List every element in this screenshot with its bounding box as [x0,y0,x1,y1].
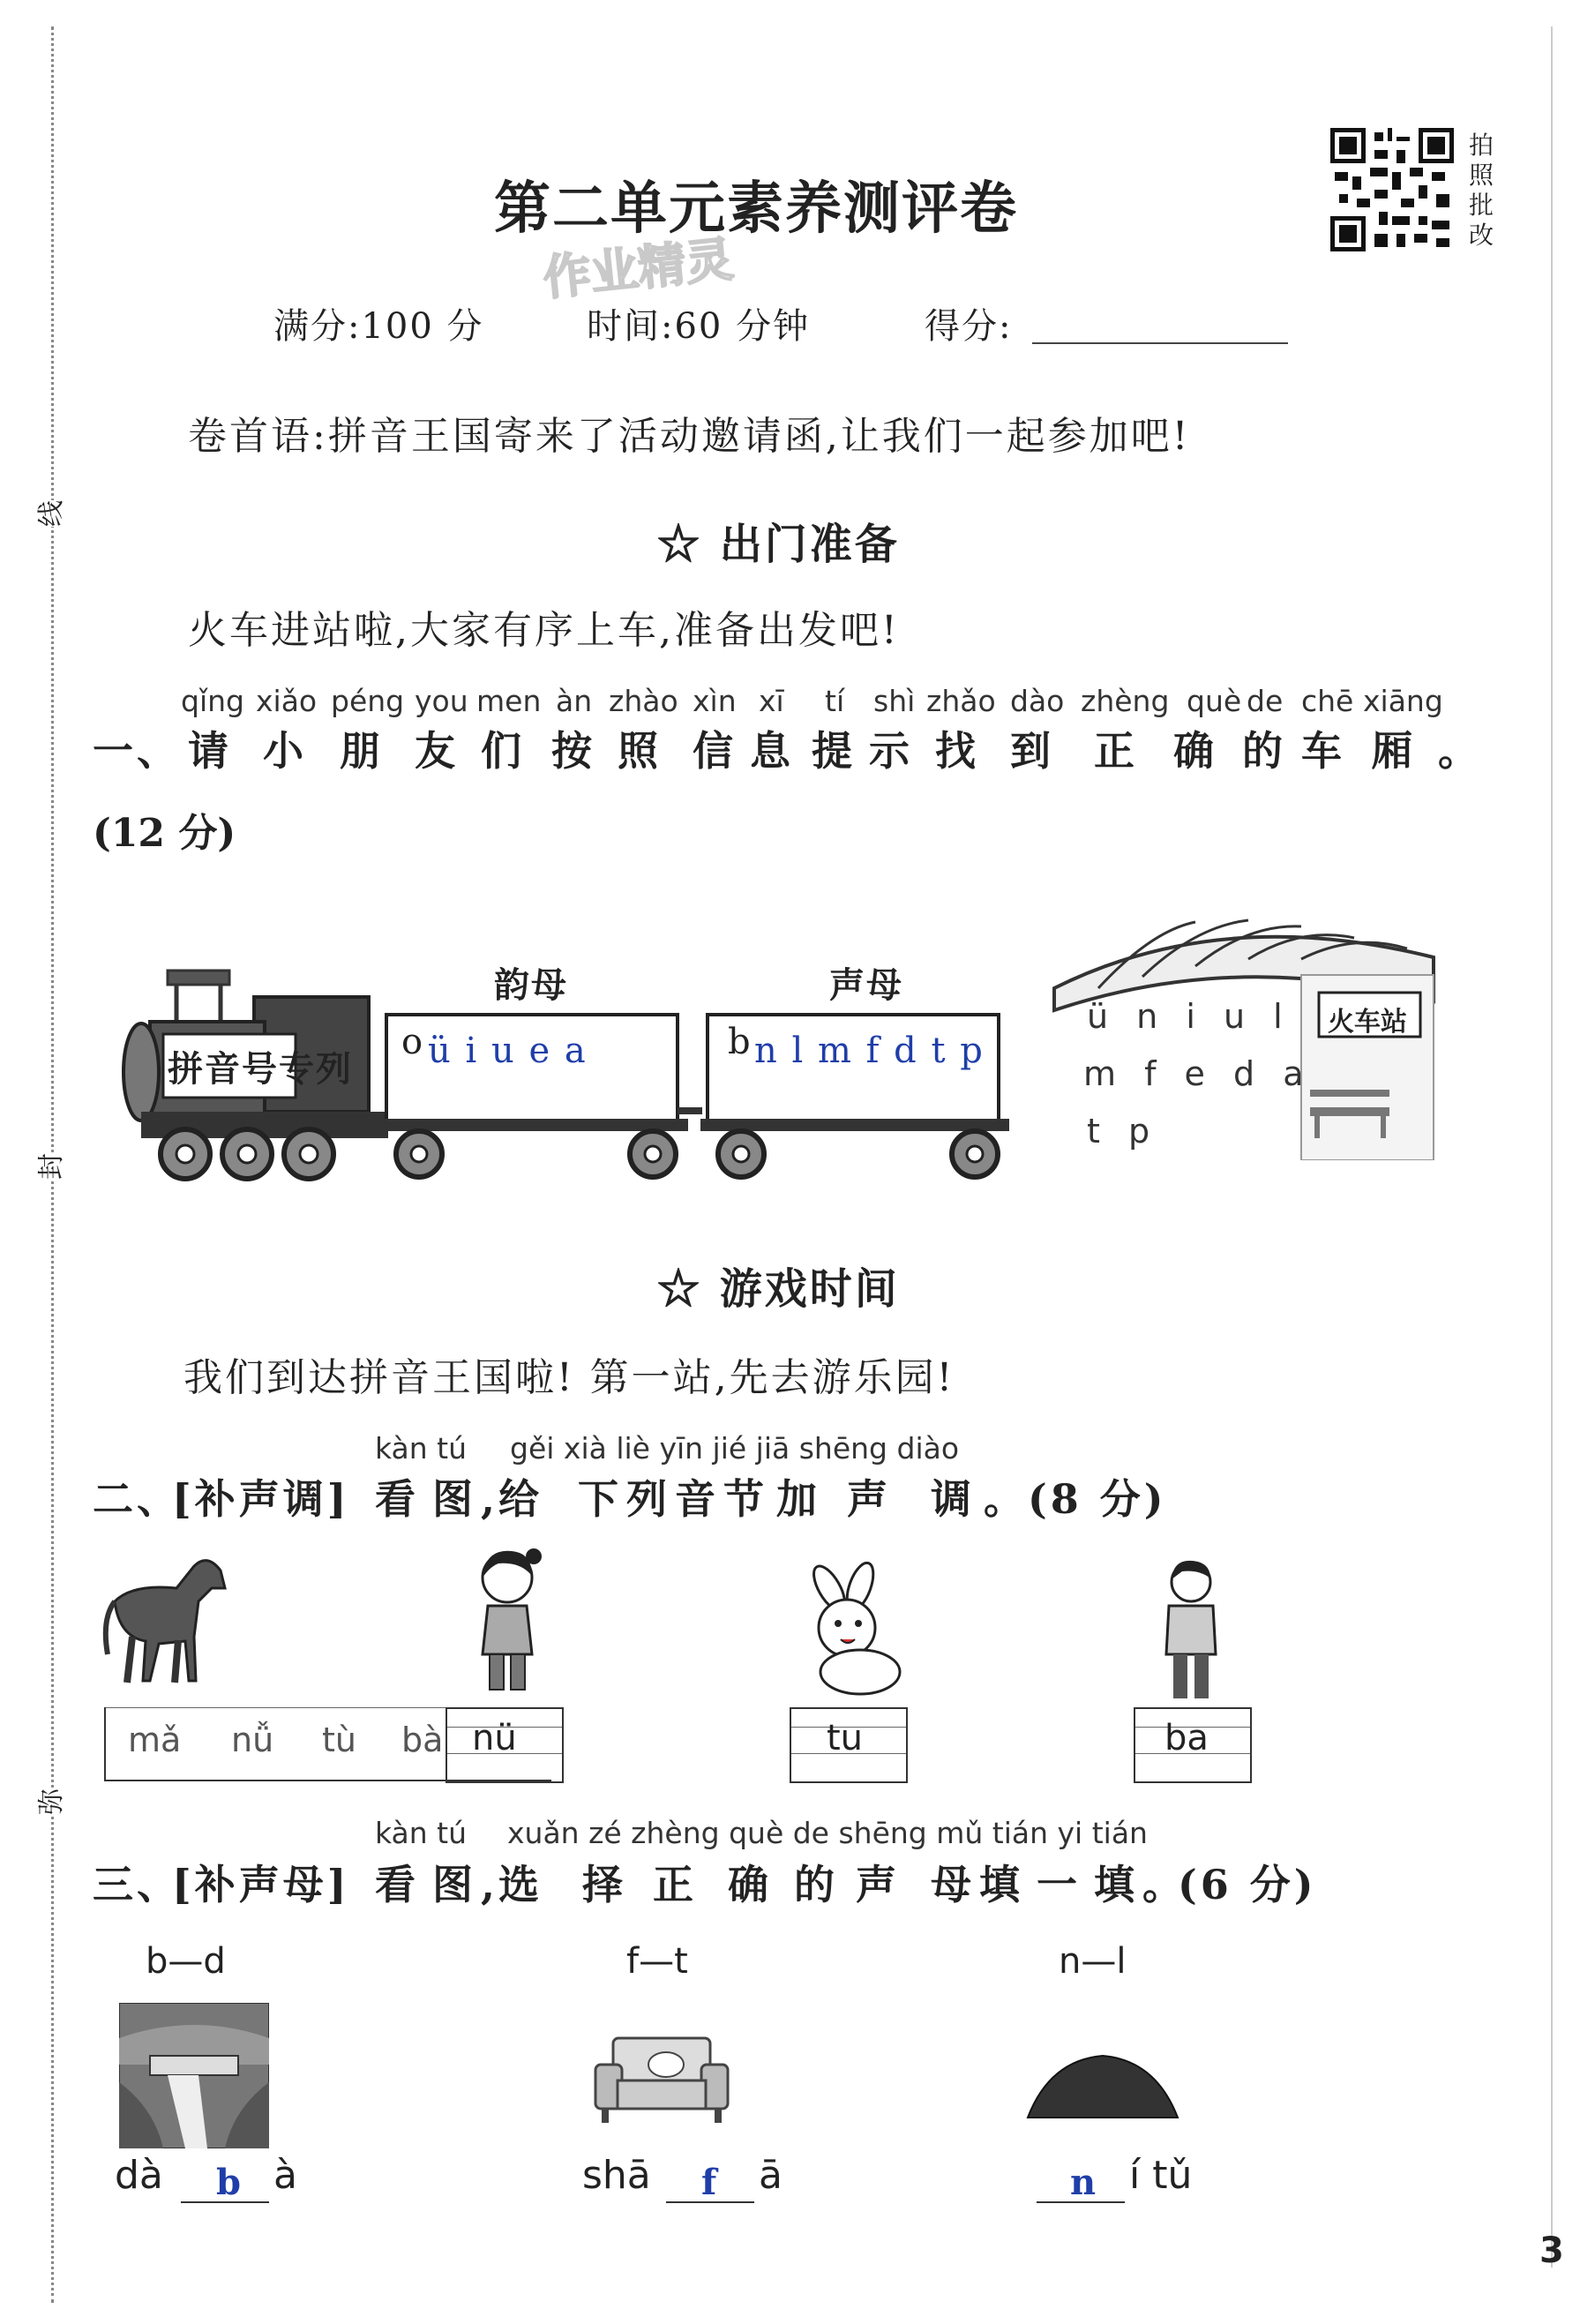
tone-box-text: ba [1164,1718,1209,1758]
q1-char: 友 [415,727,459,775]
q1-char: 照 [618,727,662,775]
q1-score: (12 分) [93,811,236,856]
watermark: 作业精灵 [540,230,737,307]
q1-char: 息 [750,727,794,775]
q3-tag: [补声母] [172,1861,350,1908]
syllable: tù [322,1721,356,1759]
horse-picture [97,1548,229,1698]
station-sign: 火车站 [1328,1007,1407,1038]
q3-post: ā [759,2153,783,2198]
q1-number: 一、 [93,727,181,775]
q2-number: 二、 [93,1475,181,1523]
car1-label: 韵母 [494,964,568,1006]
time-limit: 时间:60 分钟 [587,306,811,347]
q2-char: 调 [931,1475,975,1523]
q2-char: 声 [847,1475,891,1523]
letters-row: t p [1087,1112,1159,1151]
q3-char: 。 [1142,1861,1187,1908]
tone-box[interactable] [446,1707,564,1783]
letters-row: ü n i u l [1087,997,1292,1036]
q3-answer: f [701,2162,717,2203]
score-got-field[interactable] [1032,342,1288,344]
page-number: 3 [1539,2230,1564,2271]
pinyin: xī [759,684,784,718]
q1-char: 的 [1242,727,1286,775]
q3-post: í tǔ [1129,2153,1193,2198]
q2-char: 图 [432,1475,476,1523]
q3-char: 看 [375,1861,419,1908]
car2-answer[interactable]: n l m f d t p [754,1031,985,1071]
q2-char: 加 [776,1475,820,1523]
pinyin: xiāng [1363,684,1443,718]
pinyin: chē [1301,684,1354,718]
q3-char: 母 [931,1861,975,1908]
q3-char: 图 [432,1861,476,1908]
q2-char: 节 [723,1475,768,1523]
q3-char: 的 [794,1861,838,1908]
q1-char: 。 [1438,727,1482,775]
q1-char: 按 [551,727,595,775]
qr-caption-char: 照 [1469,161,1494,190]
q3-number: 三、 [93,1861,181,1908]
pinyin: kàn tú [375,1431,468,1466]
q3-pre: dà [115,2153,163,2198]
qr-caption [1469,131,1497,251]
tone-box-text: tu [827,1718,864,1758]
q1-char: 找 [935,727,979,775]
q1-char: 提 [812,727,856,775]
tone-box-text: nü [472,1718,517,1758]
q3-char: 择 [582,1861,626,1908]
score-got-label: 得分: [925,306,1013,347]
page-title: 第二单元素养测评卷 [494,176,1018,242]
pinyin: zhèng [1081,684,1170,718]
qr-code-icon[interactable] [1330,128,1454,251]
tone-box[interactable] [1134,1707,1252,1783]
pinyin: kàn tú [375,1816,468,1850]
pinyin: gěi xià liè yīn jié jiā shēng diào [510,1431,960,1466]
qr-caption-char: 改 [1469,221,1494,250]
syllable: mǎ [128,1721,182,1759]
q1-char: 小 [263,727,307,775]
score-full: 满分:100 分 [273,306,484,347]
pinyin: xiǎo [256,684,318,718]
q3-char: 正 [653,1861,697,1908]
engine-label: 拼音号专列 [168,1048,353,1090]
q2-tag: [补声调] [172,1475,350,1523]
syllable: bà [401,1721,444,1759]
pinyin: xìn [693,684,737,718]
pinyin: you [415,684,468,718]
pinyin: shì [873,684,916,718]
car2-label: 声母 [829,964,903,1006]
dam-picture [119,2003,269,2152]
q3-pre: shā [582,2153,651,2198]
q1-char: 请 [188,727,232,775]
q2-char: 看 [375,1475,419,1523]
pinyin: péng [331,684,405,718]
pinyin: qǐng [181,684,244,718]
q2-score: (8 分) [1028,1475,1167,1523]
section-title-prepare: ☆ 出门准备 [657,520,900,569]
q1-char: 正 [1094,727,1138,775]
pinyin: dào [1010,684,1065,718]
car1-answer[interactable]: ü i u e a [428,1031,588,1071]
q1-char: 信 [693,727,737,775]
binding-mark-feng: 封 [29,1153,68,1180]
q3-char: ,选 [481,1861,543,1908]
q1-char: 到 [1010,727,1054,775]
q3-char: 填 [979,1861,1023,1908]
binding-mark-xian: 线 [29,500,68,527]
q2-char: 下 [578,1475,622,1523]
qr-caption-char: 批 [1469,191,1494,220]
q1-char: 们 [481,727,525,775]
q1-char: 确 [1173,727,1217,775]
binding-mark-mi: 弥 [29,1788,68,1815]
q3-char: 确 [728,1861,772,1908]
tone-box[interactable] [790,1707,908,1783]
q1-char: 示 [869,727,913,775]
q2-char: ,给 [481,1475,543,1523]
q1-char: 车 [1301,727,1345,775]
pinyin: què [1187,684,1242,718]
qr-caption-char: 拍 [1469,131,1494,160]
section-text-game: 我们到达拼音王国啦! 第一站,先去游乐园! [183,1355,955,1400]
girl-picture [463,1544,551,1702]
q2-char: 列 [626,1475,670,1523]
car1-prefix: o [401,1022,423,1062]
intro-text: 卷首语:拼音王国寄来了活动邀请函,让我们一起参加吧! [188,414,1191,459]
q3-choice: n—l [1059,1941,1127,1982]
pinyin: tí [825,684,845,718]
q3-choice: f—t [626,1941,688,1982]
pinyin: xuǎn zé zhèng què de shēng mǔ tián yi tián [507,1816,1148,1850]
q3-char: 一 [1037,1861,1081,1908]
q3-char: 填 [1094,1861,1138,1908]
pinyin: zhào [609,684,678,718]
rabbit-picture [790,1562,922,1706]
pinyin: zhǎo [926,684,996,718]
pinyin: de [1247,684,1284,718]
q3-post: à [273,2153,297,2198]
q1-char: 厢 [1372,727,1416,775]
q3-score: (6 分) [1178,1861,1317,1908]
q3-char: 声 [856,1861,900,1908]
sofa-picture [591,2029,732,2130]
q3-answer: n [1070,2162,1097,2203]
q3-answer: b [216,2162,241,2203]
right-page-edge [1551,26,1553,2268]
q2-char: 音 [675,1475,719,1523]
section-text-prepare: 火车进站啦,大家有序上车,准备出发吧! [188,608,900,653]
syllable: nǚ [231,1721,274,1759]
section-title-game: ☆ 游戏时间 [657,1264,900,1314]
pinyin: àn [556,684,593,718]
boy-picture [1156,1557,1226,1706]
soil-mound-picture [1023,2051,1182,2125]
q1-char: 朋 [340,727,384,775]
pinyin: men [476,684,542,718]
q3-choice: b—d [146,1941,226,1982]
q2-char: 。 [984,1475,1028,1523]
letters-row: m f e d a [1083,1054,1313,1093]
car2-prefix: b [728,1022,751,1062]
